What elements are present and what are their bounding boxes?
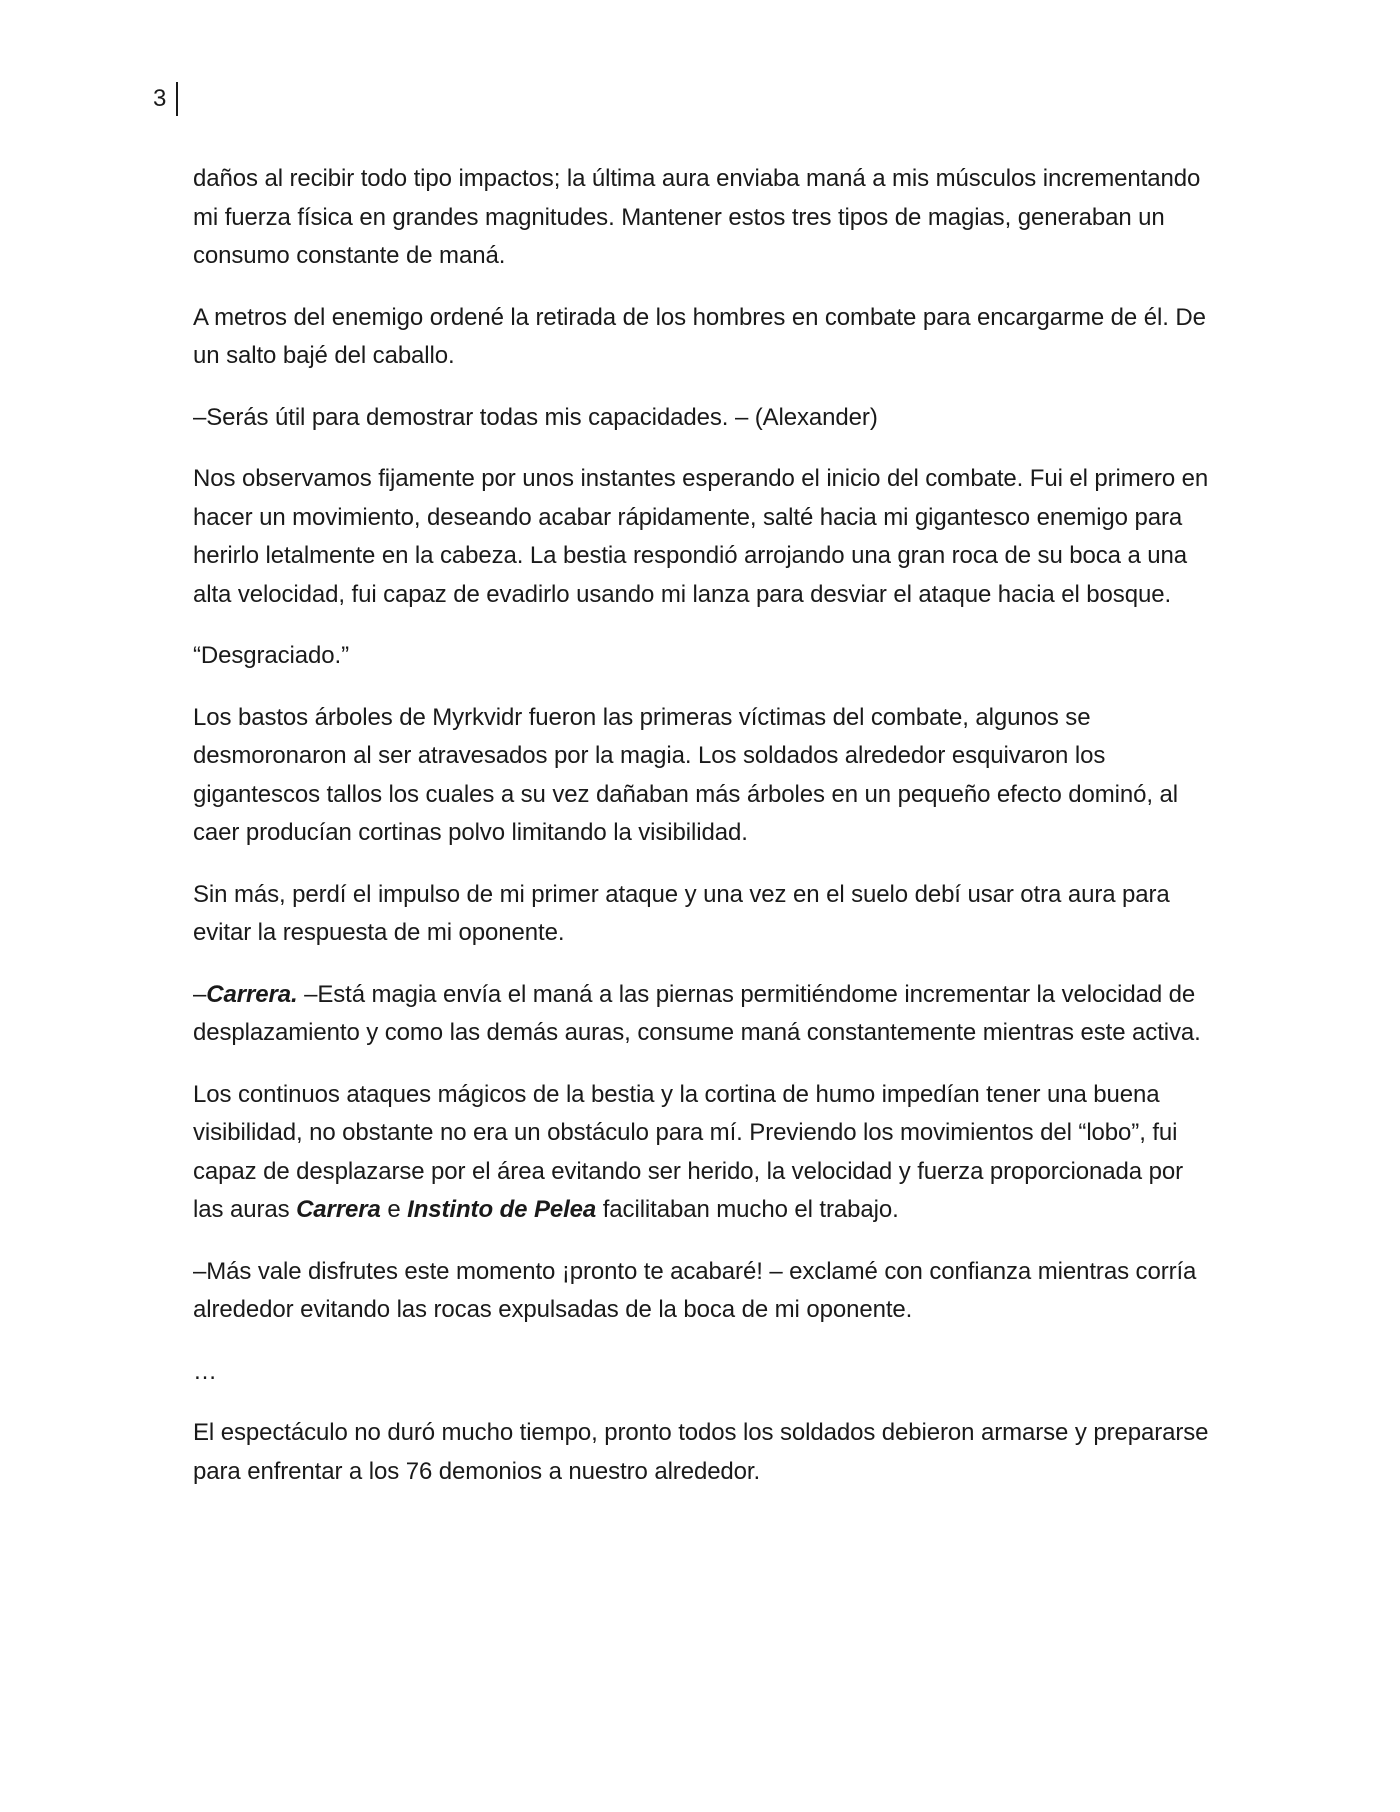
text-run: daños al recibir todo tipo impactos; la última aura enviaba maná a mis músculos incrementando mi fuerza física en grandes magnitudes. Mantener estos tres tipos de magias, generaban un consumo constante de maná. xyxy=(193,165,1201,269)
paragraph xyxy=(193,1414,1213,1491)
paragraph xyxy=(193,160,1213,276)
text-run: Los continuos ataques mágicos de la bestia y la cortina de humo impedían tener una buena visibilidad, no obstante no era un obstáculo para mí. Previendo los movimientos del “lobo”, fui capaz de desplazarse por el área evitando ser herido, la velocidad y fuerza proporcionada por las auras xyxy=(193,1080,1183,1223)
text-run: A metros del enemigo ordené la retirada de los hombres en combate para encargarme de él. De un salto bajé del caballo. xyxy=(193,303,1206,369)
text-run: e xyxy=(380,1196,408,1223)
paragraph xyxy=(193,1076,1213,1230)
text-run: –Está magia envía el maná a las piernas permitiéndome incrementar la velocidad de desplazamiento y como las demás auras, consume maná constantemente mientras este activa. xyxy=(193,980,1201,1046)
text-run: –Serás útil para demostrar todas mis capacidades. – (Alexander) xyxy=(193,403,878,431)
text-run: – xyxy=(193,980,207,1008)
dialogue-paragraph xyxy=(193,1253,1213,1330)
text-run: Sin más, perdí el impulso de mi primer ataque y una vez en el suelo debí usar otra aura para evitar la respuesta de mi oponente. xyxy=(193,880,1170,946)
header-divider xyxy=(176,82,178,116)
emphasized-term: Carrera xyxy=(296,1196,381,1223)
dialogue-paragraph xyxy=(193,976,1213,1053)
paragraph xyxy=(193,299,1213,376)
scene-break xyxy=(193,1353,1213,1392)
paragraph xyxy=(193,460,1213,614)
text-run: Los bastos árboles de Myrkvidr fueron las primeras víctimas del combate, algunos se desmoronaron al ser atravesados por la magia. Los soldados alrededor esquivaron los gigantescos tallos los cuales a su vez dañaban más árboles en un pequeño efecto dominó, al caer producían cortinas polvo limitando la visibilidad. xyxy=(193,703,1178,846)
page-header xyxy=(153,82,178,116)
body-text xyxy=(193,160,1213,1514)
text-run: El espectáculo no duró mucho tiempo, pronto todos los soldados debieron armarse y prepararse para enfrentar a los 76 demonios a nuestro alrededor. xyxy=(193,1419,1209,1485)
emphasized-term: Instinto de Pelea xyxy=(407,1196,597,1223)
dialogue-paragraph xyxy=(193,399,1213,438)
thought-paragraph xyxy=(193,637,1213,676)
emphasized-term: Carrera. xyxy=(206,980,298,1008)
text-run: facilitaban mucho el trabajo. xyxy=(596,1196,899,1223)
text-run: … xyxy=(193,1357,217,1385)
paragraph xyxy=(193,876,1213,953)
text-run: Nos observamos fijamente por unos instantes esperando el inicio del combate. Fui el primero en hacer un movimiento, deseando acabar rápidamente, salté hacia mi gigantesco enemigo para herirlo letalmente en la cabeza. La bestia respondió arrojando una gran roca de su boca a una alta velocidad, fui capaz de evadirlo usando mi lanza para desviar el ataque hacia el bosque. xyxy=(193,465,1209,608)
paragraph xyxy=(193,699,1213,853)
page-number: 3 xyxy=(153,85,167,112)
text-run: –Más vale disfrutes este momento ¡pronto te acabaré! – exclamé con confianza mientras corría alrededor evitando las rocas expulsadas de la boca de mi oponente. xyxy=(193,1257,1197,1323)
text-run: “Desgraciado.” xyxy=(193,642,349,669)
